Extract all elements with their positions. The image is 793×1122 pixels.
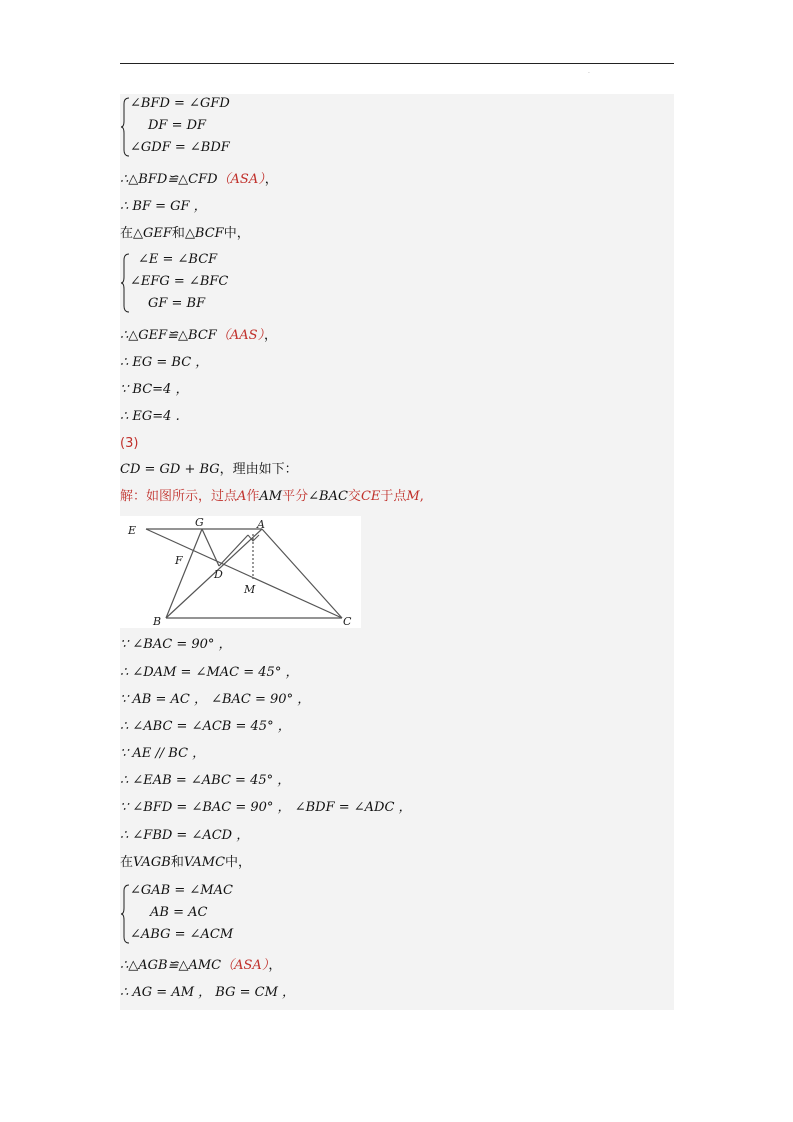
proof-line: ∴ ∠DAM = ∠MAC = 45° ， xyxy=(120,665,299,680)
point-label-D: D xyxy=(214,568,223,581)
proof-line: ∴ ∠EAB = ∠ABC = 45° ， xyxy=(120,773,291,788)
proof-line: ∴△AGB≌△AMC（ASA）， xyxy=(120,958,282,973)
line-EC xyxy=(146,529,342,618)
point-label-C: C xyxy=(343,615,352,628)
system-row: DF = DF xyxy=(148,118,207,133)
line-AC xyxy=(262,529,342,618)
proof-line: ∵ AE // BC ， xyxy=(120,746,206,761)
proof-line: ∵ AB = AC ， ∠BAC = 90° ， xyxy=(120,692,311,707)
proof-line: ∴ EG = BC ， xyxy=(120,355,209,370)
proof-line: ∴ EG=4 . xyxy=(120,409,180,424)
system-row: ∠GAB = ∠MAC xyxy=(130,883,233,898)
line-D-to-AB xyxy=(219,535,248,566)
proof-line: ∴ ∠FBD = ∠ACD ， xyxy=(120,828,250,843)
system-row: ∠ABG = ∠ACM xyxy=(130,927,234,942)
proof-line: ∴ AG = AM ， BG = CM ， xyxy=(120,985,296,1000)
point-label-M: M xyxy=(244,583,256,596)
proof-line: ∵ ∠BFD = ∠BAC = 90° ， ∠BDF = ∠ADC ， xyxy=(120,800,412,815)
point-label-A: A xyxy=(257,518,265,531)
geometry-figure xyxy=(120,516,361,628)
point-label-G: G xyxy=(195,516,204,529)
system-row: AB = AC xyxy=(150,905,208,920)
proof-line: ∵ BC=4 ， xyxy=(120,382,189,397)
system-row: ∠GDF = ∠BDF xyxy=(130,140,230,155)
system-row: GF = BF xyxy=(148,296,206,311)
system-row: ∠E = ∠BCF xyxy=(138,252,218,267)
proof-line: ∴△BFD≌△CFD（ASA）， xyxy=(120,172,278,187)
claim-line: CD = GD + BG，理由如下： xyxy=(120,462,298,477)
part-label: (3) xyxy=(120,436,139,451)
point-label-F: F xyxy=(175,554,183,567)
system-row: ∠BFD = ∠GFD xyxy=(130,96,230,111)
proof-line: 在VAGB和VAMC中， xyxy=(120,855,252,870)
solution-intro: 解：如图所示，过点A作AM平分∠BAC交CE于点M, xyxy=(120,489,424,504)
proof-line: ∴ ∠ABC = ∠ACB = 45° ， xyxy=(120,719,291,734)
proof-line: ∴ BF = GF ， xyxy=(120,199,207,214)
proof-line: 在△GEF和△BCF中， xyxy=(120,226,250,241)
point-label-B: B xyxy=(153,615,162,628)
proof-line: ∴△GEF≌△BCF（AAS）， xyxy=(120,328,278,343)
system-row: ∠EFG = ∠BFC xyxy=(130,274,229,289)
header-rule xyxy=(120,63,674,64)
point-label-E: E xyxy=(128,524,137,537)
line-GB xyxy=(166,529,202,618)
proof-line: ∵ ∠BAC = 90° ， xyxy=(120,637,232,652)
line-GD xyxy=(202,529,219,566)
solution-block xyxy=(120,94,674,1010)
header-mark: · xyxy=(588,70,590,77)
